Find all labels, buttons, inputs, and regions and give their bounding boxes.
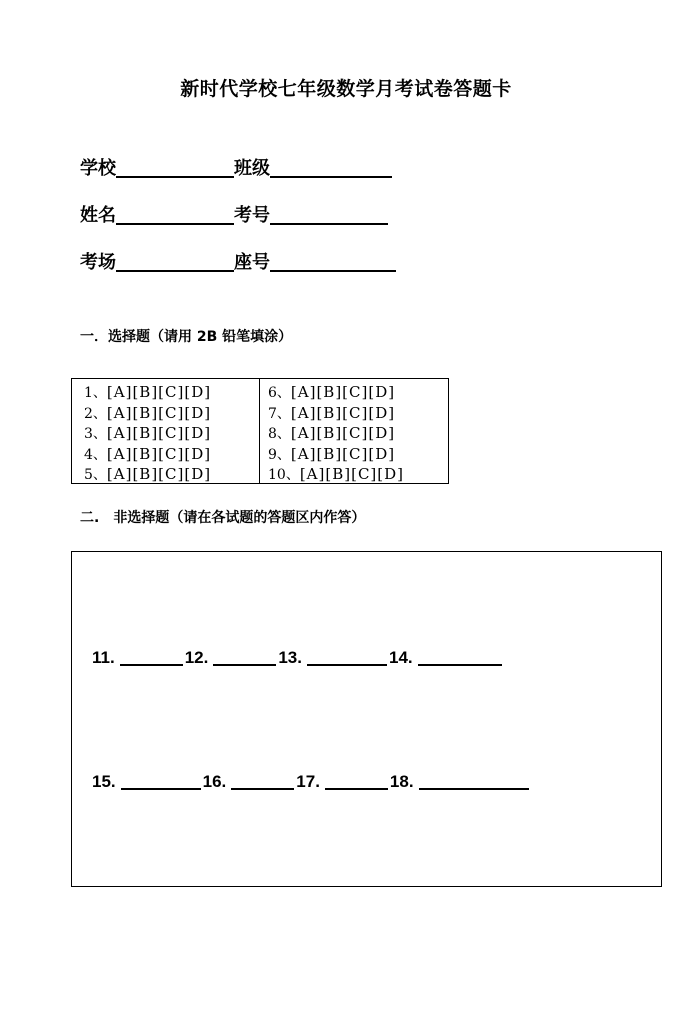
- blank-13-field[interactable]: [307, 648, 387, 666]
- blank-12-label: 12.: [184, 648, 209, 667]
- choice-row-6[interactable]: 6、[A][B][C][D]: [268, 383, 396, 401]
- school-field[interactable]: [116, 158, 234, 178]
- blank-row-1: [92, 648, 504, 668]
- blank-row-2: [92, 772, 531, 792]
- room-label: 考场: [80, 252, 116, 273]
- choice-row-3[interactable]: 3、[A][B][C][D]: [84, 424, 212, 442]
- choice-column-right: [260, 379, 448, 483]
- choice-column-left: [72, 379, 260, 483]
- name-label: 姓名: [80, 205, 116, 226]
- info-row-name-examno: [80, 203, 388, 227]
- seat-label: 座号: [234, 252, 270, 273]
- non-choice-answer-box: [71, 551, 662, 887]
- blank-11-label: 11.: [92, 648, 115, 667]
- info-row-room-seat: [80, 250, 396, 274]
- school-label: 学校: [80, 158, 116, 179]
- seat-field[interactable]: [270, 252, 396, 272]
- blank-15-field[interactable]: [121, 772, 201, 790]
- info-row-school-class: [80, 156, 392, 180]
- name-field[interactable]: [116, 205, 234, 225]
- blank-15-label: 15.: [92, 772, 116, 791]
- blank-11-field[interactable]: [120, 648, 183, 666]
- blank-17-label: 17.: [296, 772, 320, 791]
- choice-row-1[interactable]: 1、[A][B][C][D]: [84, 383, 212, 401]
- choice-row-2[interactable]: 2、[A][B][C][D]: [84, 403, 212, 422]
- room-field[interactable]: [116, 252, 234, 272]
- choice-row-5[interactable]: 5、[A][B][C][D]: [84, 465, 212, 483]
- blank-16-field[interactable]: [231, 772, 294, 790]
- blank-14-field[interactable]: [418, 648, 502, 666]
- page-title: 新时代学校七年级数学月考试卷答题卡: [180, 78, 512, 100]
- choice-row-7[interactable]: 7、[A][B][C][D]: [268, 403, 396, 422]
- blank-18-field[interactable]: [419, 772, 529, 790]
- blank-12-field[interactable]: [213, 648, 276, 666]
- blank-13-label: 13.: [278, 648, 302, 667]
- blank-16-label: 16.: [202, 772, 227, 791]
- blank-18-label: 18.: [389, 772, 414, 791]
- choice-row-4[interactable]: 4、[A][B][C][D]: [84, 444, 212, 463]
- section-non-choice-heading: 二. 非选择题（请在各试题的答题区内作答）: [80, 510, 366, 526]
- blank-17-field[interactable]: [325, 772, 388, 790]
- choice-row-9[interactable]: 9、[A][B][C][D]: [268, 444, 396, 463]
- exam-number-label: 考号: [234, 205, 270, 226]
- exam-number-field[interactable]: [270, 205, 388, 225]
- blank-14-label: 14.: [388, 648, 413, 667]
- choice-row-10[interactable]: 10、[A][B][C][D]: [268, 465, 405, 483]
- choice-row-8[interactable]: 8、[A][B][C][D]: [268, 424, 396, 442]
- class-field[interactable]: [270, 158, 392, 178]
- section-choice-heading: 一．选择题（请用 2B 铅笔填涂）: [80, 329, 293, 345]
- choice-answer-table: [71, 378, 449, 484]
- class-label: 班级: [234, 158, 270, 179]
